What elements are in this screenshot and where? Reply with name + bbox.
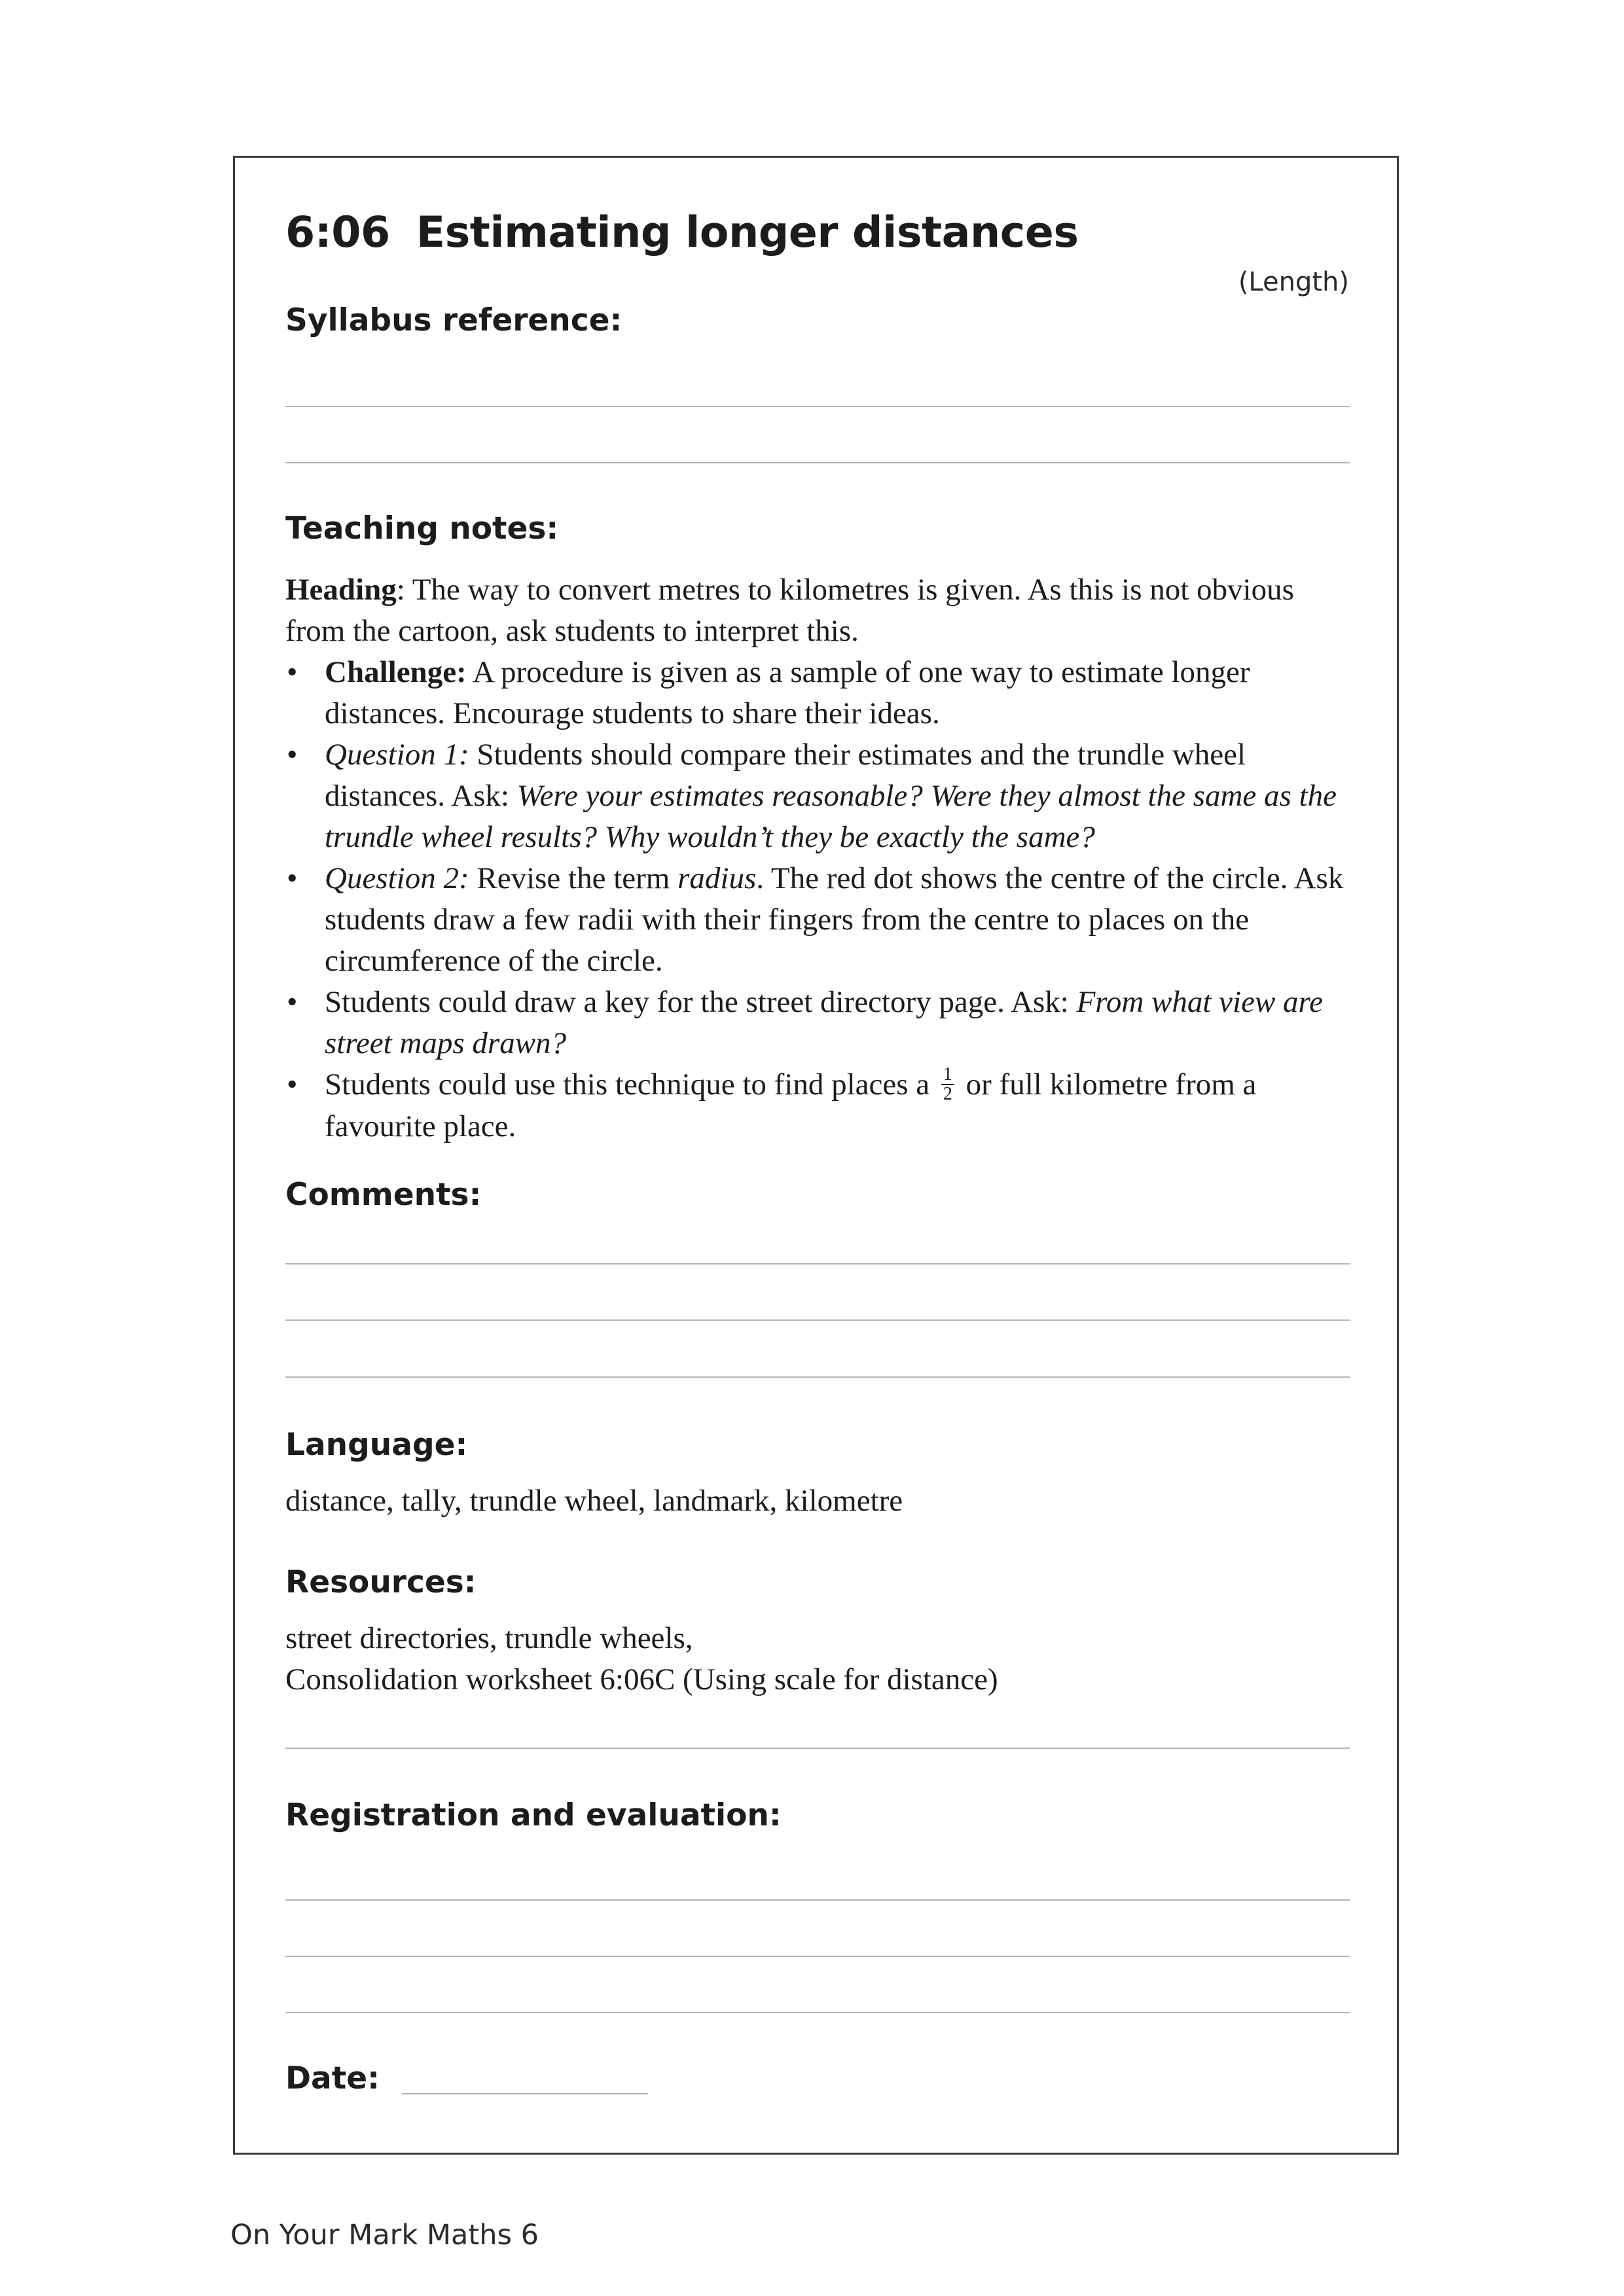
note-question-1 <box>285 734 1359 858</box>
language-text: distance, tally, trundle wheel, landmark, kilometre <box>285 1484 903 1518</box>
note-technique <box>285 1064 1359 1147</box>
comments-line-3 <box>285 1376 1350 1378</box>
note-challenge-label: Challenge: <box>325 655 467 689</box>
registration-line-2 <box>285 1956 1350 1957</box>
resources-line-2: Consolidation worksheet 6:06C (Using scale for distance) <box>285 1662 998 1696</box>
note-challenge <box>285 652 1359 734</box>
note-technique-text-2: or full kilometre from a favourite place. <box>325 1067 1257 1144</box>
resources-line-1: street directories, trundle wheels, <box>285 1621 693 1655</box>
comments-heading: Comments: <box>285 1177 482 1213</box>
resources-heading: Resources: <box>285 1564 477 1600</box>
teaching-notes <box>285 569 1359 1147</box>
note-question-1-label: Question 1: <box>325 738 469 772</box>
heading-note <box>285 569 1359 652</box>
note-street-key <box>285 982 1359 1064</box>
note-question-2-label: Question 2: <box>325 861 469 895</box>
note-question-2-term: radius <box>677 861 757 895</box>
lesson-title: Estimating longer distances <box>416 208 1079 257</box>
footer-text: On Your Mark Maths 6 <box>230 2219 539 2251</box>
bullet-icon: • <box>287 861 298 895</box>
fraction-numerator: 1 <box>941 1066 954 1085</box>
syllabus-heading: Syllabus reference: <box>285 302 623 338</box>
note-question-2-text: Revise the term <box>469 861 678 895</box>
bullet-icon: • <box>287 655 298 689</box>
resources-line <box>285 1748 1350 1749</box>
page-title <box>285 208 1079 257</box>
fraction-denominator: 2 <box>943 1084 952 1105</box>
syllabus-line-2 <box>285 462 1350 463</box>
bullet-icon: • <box>287 738 298 772</box>
note-question-1-text: Students should compare their estimates and the trundle wheel distances. Ask: <box>325 738 1246 813</box>
comments-line-2 <box>285 1319 1350 1321</box>
teaching-notes-heading: Teaching notes: <box>285 511 559 547</box>
language-heading: Language: <box>285 1427 468 1463</box>
note-question-1-ask: Were your estimates reasonable? Were they almost the same as the trundle wheel results? Why wouldn’t they be exactly the same? <box>325 779 1337 854</box>
lesson-number: 6:06 <box>285 208 390 257</box>
heading-note-text: : The way to convert metres to kilometres is given. As this is not obvious from the cartoon, ask students to interpret this. <box>285 573 1294 648</box>
note-question-2 <box>285 858 1359 982</box>
registration-line-3 <box>285 2012 1350 2013</box>
bullet-icon: • <box>287 985 298 1019</box>
comments-line-1 <box>285 1263 1350 1265</box>
registration-heading: Registration and evaluation: <box>285 1797 782 1833</box>
note-street-key-text: Students could draw a key for the street directory page. Ask: <box>325 985 1077 1019</box>
note-question-2-text-2: . The red dot shows the centre of the circle. Ask students draw a few radii with their fingers from the centre to places on the circumference of the circle. <box>325 861 1344 978</box>
date-label: Date: <box>285 2060 380 2096</box>
page-frame <box>233 156 1399 2155</box>
syllabus-line-1 <box>285 406 1350 407</box>
strand-label: (Length) <box>1238 267 1349 297</box>
notes-list <box>285 652 1359 1147</box>
heading-note-label: Heading <box>285 573 397 607</box>
note-technique-text: Students could use this technique to find places a <box>325 1067 937 1102</box>
note-street-key-ask: From what view are street maps drawn? <box>325 985 1323 1060</box>
note-challenge-text: A procedure is given as a sample of one way to estimate longer distances. Encourage students to share their ideas. <box>325 655 1250 730</box>
date-line <box>402 2093 648 2094</box>
bullet-icon: • <box>287 1067 298 1102</box>
half-fraction <box>941 1066 954 1103</box>
registration-line-1 <box>285 1899 1350 1901</box>
